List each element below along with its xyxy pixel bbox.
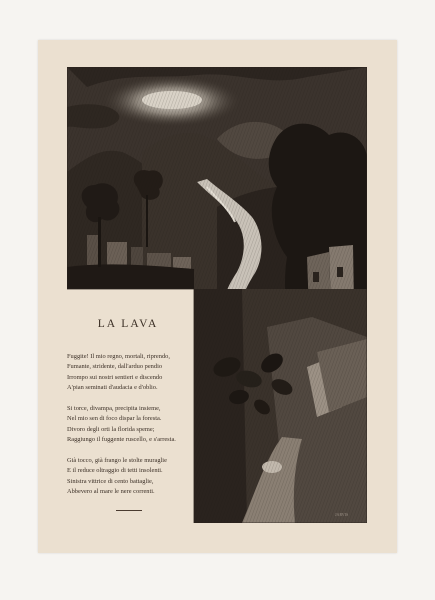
- stanza-2: [67, 404, 207, 445]
- poem-line: Fuggite! Il mio regno, mortali, riprendo,: [67, 353, 170, 360]
- poem-line: Divoro degli orti la florida speme;: [67, 425, 155, 433]
- stanza-1: [67, 352, 207, 393]
- poem-line: E il reduce oltraggio di tetti insolenti.: [67, 467, 163, 475]
- poem-line: Si torce, divampa, precipita insieme,: [67, 405, 161, 412]
- poem-line: Già tocco, già frango le stolte muraglie: [67, 457, 167, 464]
- lava-engraving: [67, 67, 367, 523]
- poem-title: LA LAVA: [97, 318, 159, 330]
- end-rule-divider: [116, 510, 142, 511]
- stanza-3: [67, 456, 207, 497]
- poem-line: Abbevero al mare le nere correnti.: [67, 487, 155, 495]
- poem-line: Fumante, stridente, dall'arduo pendio: [67, 363, 163, 371]
- poem-line: Sinistra vittrice di cento battaglie,: [67, 477, 154, 485]
- poem-line: A'pian seminati d'audacia e d'oblio.: [67, 383, 158, 391]
- poem-line: Raggiungo il fuggente ruscello, e s'arresta.: [67, 435, 176, 443]
- poem-line: Nel mio sen di foco dispar la foresta.: [67, 415, 162, 423]
- engraver-signature: JARVIS: [335, 512, 349, 517]
- poem-line: Irrompo sui nostri sentieri e discendo: [67, 373, 163, 381]
